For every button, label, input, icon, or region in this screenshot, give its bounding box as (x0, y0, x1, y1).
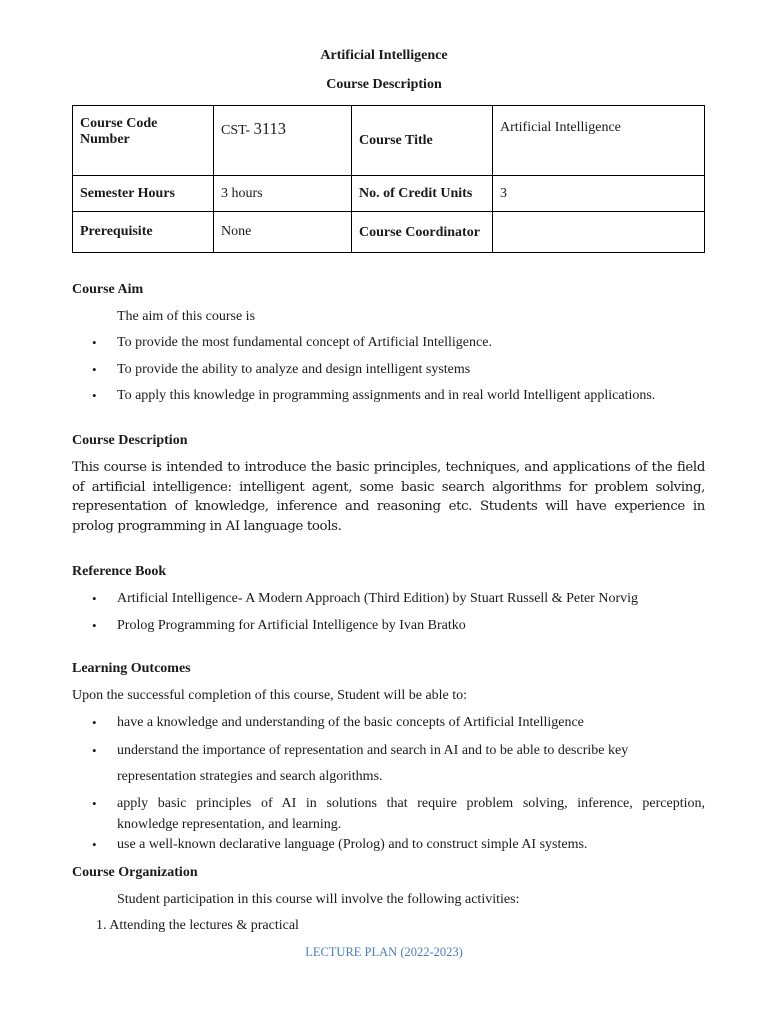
bullet-icon: • (92, 362, 97, 377)
value-course-title: Artificial Intelligence (493, 106, 705, 176)
list-item: To apply this knowledge in programming assignments and in real world Intelligent applications. (117, 388, 656, 403)
bullet-icon: • (92, 837, 97, 852)
course-aim-intro: The aim of this course is (117, 309, 256, 324)
course-code-number: 3113 (253, 119, 286, 138)
bullet-icon: • (92, 715, 97, 730)
reference-book-heading: Reference Book (72, 564, 167, 579)
list-item-continuation: knowledge representation, and learning. (117, 817, 342, 832)
list-item: To provide the most fundamental concept of Artificial Intelligence. (117, 335, 492, 350)
course-description-text: This course is intended to introduce the basic principles, techniques, and applications of the field of artificial intelligence: intelligent agent, some basic search algorithms for problem solving, representation of knowledge, inference and reasoning etc. Students will have experience in prolog programming in AI language tools. (72, 460, 705, 534)
course-organization-intro: Student participation in this course will involve the following activities: (117, 892, 520, 907)
learning-outcomes-intro: Upon the successful completion of this course, Student will be able to: (72, 688, 468, 703)
bullet-icon: • (92, 591, 97, 606)
label-course-coordinator: Course Coordinator (352, 212, 493, 253)
bullet-icon: • (92, 743, 97, 758)
label-semester-hours: Semester Hours (73, 176, 214, 212)
course-organization-heading: Course Organization (72, 865, 198, 880)
list-item: Artificial Intelligence- A Modern Approach (Third Edition) by Stuart Russell & Peter Norvig (117, 591, 639, 606)
document-subtitle: Course Description (326, 77, 442, 92)
label-course-code: Course Code Number (73, 106, 214, 176)
list-item: use a well-known declarative language (Prolog) and to construct simple AI systems. (117, 837, 588, 852)
bullet-icon: • (92, 335, 97, 350)
list-item: apply basic principles of AI in solutions that require problem solving, inference, perception, (117, 796, 705, 811)
label-credit-units: No. of Credit Units (352, 176, 493, 212)
learning-outcomes-heading: Learning Outcomes (72, 661, 191, 676)
table-row (73, 106, 705, 176)
list-item: To provide the ability to analyze and design intelligent systems (117, 362, 471, 377)
bullet-icon: • (92, 388, 97, 403)
label-prerequisite: Prerequisite (73, 212, 214, 253)
course-description-heading: Course Description (72, 433, 188, 448)
value-prerequisite: None (214, 212, 352, 253)
value-course-coordinator (493, 212, 705, 253)
course-aim-heading: Course Aim (72, 282, 144, 297)
list-item: Prolog Programming for Artificial Intelligence by Ivan Bratko (117, 618, 466, 633)
value-credit-units: 3 (493, 176, 705, 212)
list-item-continuation: representation strategies and search algorithms. (117, 769, 383, 784)
list-item: 1. Attending the lectures & practical (96, 918, 299, 933)
table-row (73, 212, 705, 253)
document-title: Artificial Intelligence (320, 48, 448, 63)
bullet-icon: • (92, 618, 97, 633)
list-item: have a knowledge and understanding of the basic concepts of Artificial Intelligence (117, 715, 584, 730)
page-footer: LECTURE PLAN (2022-2023) (305, 945, 463, 959)
list-item: understand the importance of representation and search in AI and to be able to describe key (117, 743, 629, 758)
table-row (73, 176, 705, 212)
course-code-prefix: CST- (221, 123, 254, 138)
value-semester-hours: 3 hours (214, 176, 352, 212)
bullet-icon: • (92, 796, 97, 811)
course-info-table (72, 105, 705, 253)
label-course-title: Course Title (352, 106, 493, 176)
value-course-code (214, 106, 352, 176)
